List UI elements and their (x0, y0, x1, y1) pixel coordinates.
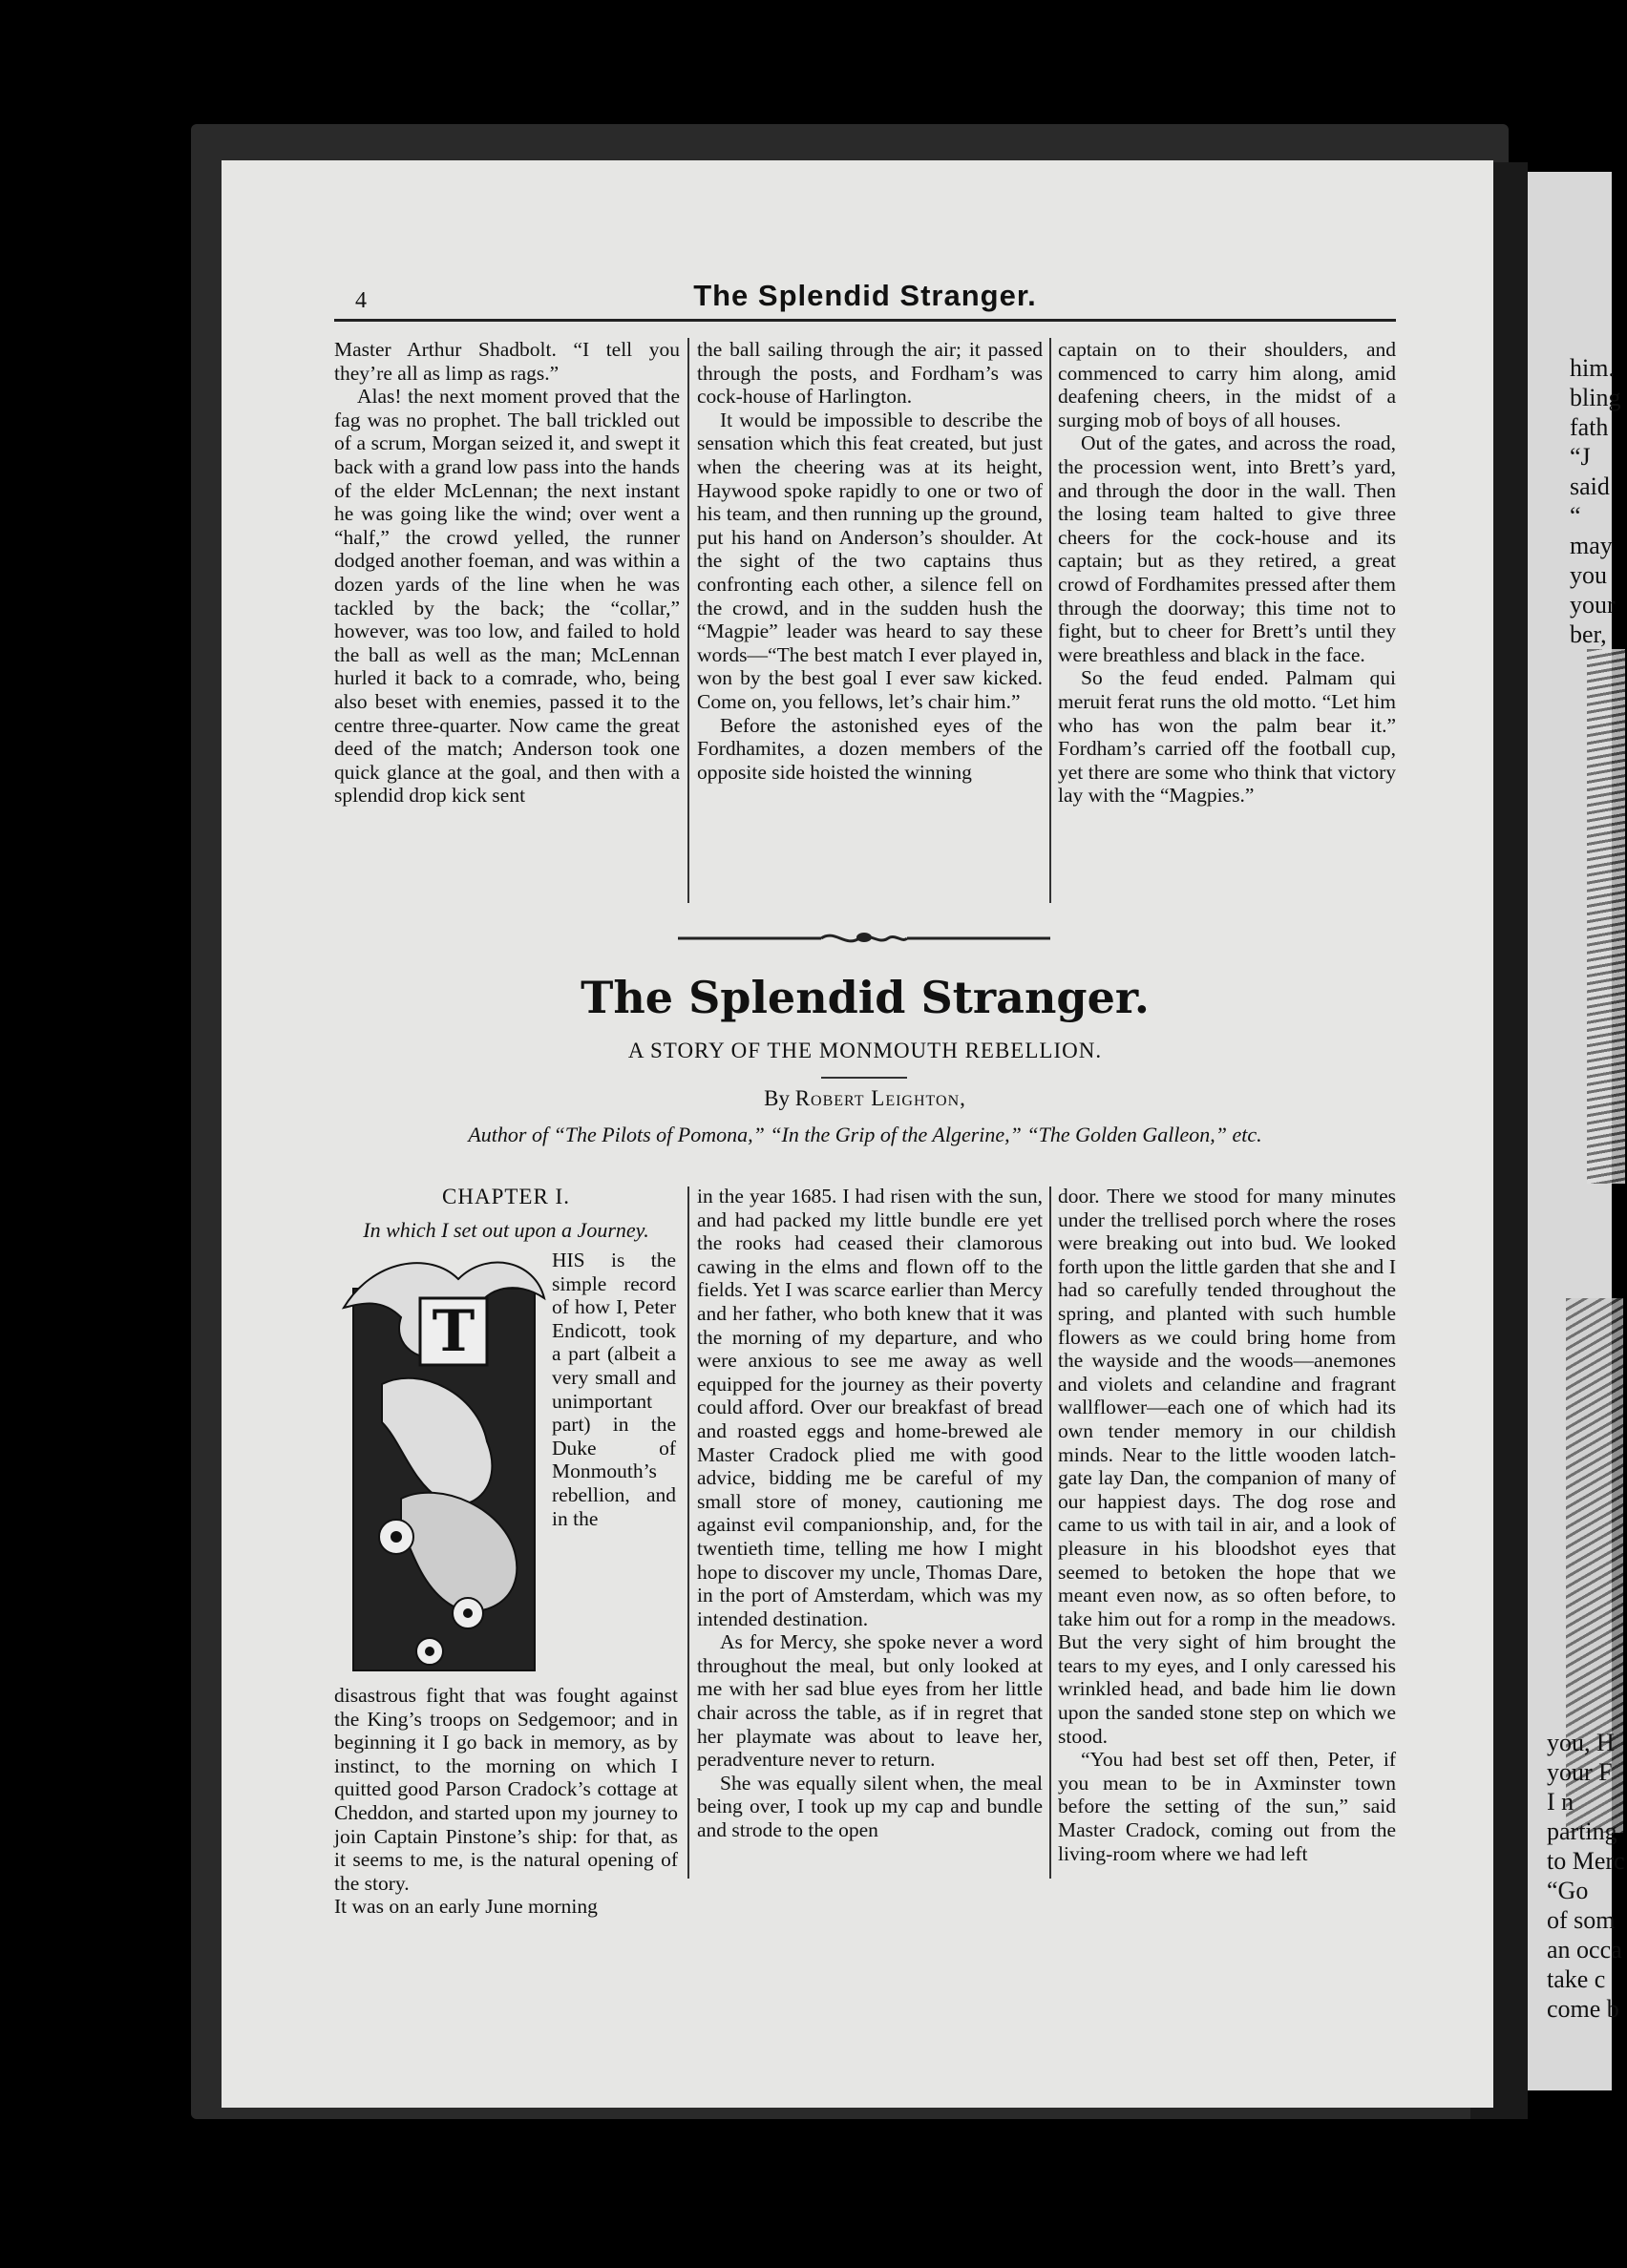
chapter-column-1 (334, 1684, 678, 1919)
chapter-column-3 (1058, 1185, 1396, 1865)
chapter-column-2 (697, 1185, 1043, 1842)
header-rule (334, 319, 1396, 322)
story-subtitle: A STORY OF THE MONMOUTH REBELLION. (627, 1039, 1103, 1062)
paragraph: It was on an early June morning (334, 1895, 598, 1919)
author-name: Robert Leighton, (794, 1086, 966, 1110)
page-number: 4 (355, 288, 367, 313)
paragraph: It would be impossible to describe the sensation which this feat created, but just when the cheering was at its height, Haywood spoke rapidly to one or two of his team, and then running up the ground, put his hand on Anderson’s shoulder. At the sight of the two captains thus confronting each other, a silence fell on the crowd, and in the sudden hush the “Magpie” leader was heard to say these words—“The best match I ever played in, won by the best goal I ever saw kicked. Come on, you fellows, let’s chair him.” (697, 408, 1043, 713)
paragraph: Out of the gates, and across the road, the procession went, into Brett’s yard, and through the door in the wall. Then the losing team halted to give three cheers for the cock-house and its captain; but as they retired, a great crowd of Fordhamites pressed after them through the doorway; this time not to fight, but to cheer for Brett’s until they were breathless and black in the face. (1058, 431, 1396, 666)
column-rule (1049, 1186, 1051, 1879)
paragraph: the ball sailing through the air; it passed through the posts, and Fordham’s was cock-house of Harlington. (697, 338, 1043, 409)
author-credits: Author of “The Pilots of Pomona,” “In the Grip of the Algerine,” “The Golden Galleon,” etc. (468, 1123, 1262, 1146)
byline-by: By (764, 1086, 790, 1110)
paragraph: in the year 1685. I had risen with the sun, and had packed my little bundle ere yet the rooks had ceased their clamorous cawing in the elms and flown off to the fields. Yet I was scarce earlier than Mercy and her father, who both knew that it was the morning of my departure, and who were anxious to see me away as well equipped for the journey as their poverty could afford. Over our breakfast of bread and roasted eggs and home-brewed ale Master Cradock plied me with good advice, bidding me be careful of my small store of money, cautioning me against evil companionship, and, for the twentieth time, telling me how I might hope to discover my uncle, Thomas Dare, in the port of Amsterdam, which was my intended destination. (697, 1185, 1043, 1630)
paragraph: As for Mercy, she spoke never a word throughout the meal, but only looked at me with her sad blue eyes from her little chair across the table, as if in regret that her playmate was about to leave her, peradventure never to return. (697, 1630, 1043, 1772)
top-column-2 (697, 338, 1043, 784)
decorated-initial-t (344, 1250, 544, 1680)
paragraph: She was equally silent when, the meal being over, I took up my cap and bundle and strode to the open (697, 1771, 1043, 1842)
facing-page-illustration (1587, 649, 1625, 1184)
column-rule (687, 338, 689, 903)
top-column-3 (1058, 338, 1396, 808)
svg-text:T: T (432, 1298, 475, 1365)
paragraph: Master Arthur Shadbolt. “I tell you they’re all as limp as rags.” (334, 338, 680, 385)
paragraph: captain on to their shoulders, and commenced to carry him along, amid deafening cheers, in the midst of a surging mob of boys of all houses. (1058, 338, 1396, 431)
column-rule (687, 1186, 689, 1879)
byline (334, 1086, 1396, 1111)
chapter-subheading: In which I set out upon a Journey. (363, 1218, 649, 1242)
magazine-page (222, 160, 1493, 2108)
paragraph-beside-initial: HIS is the simple record of how I, Peter Endicott, took a part (albeit a very small and unimportant part) in the Duke of Monmouth’s rebellion, and in the (552, 1249, 676, 1530)
chapter-heading: CHAPTER I. (442, 1185, 570, 1208)
paragraph: disastrous fight that was fought against the King’s troops on Sedgemoor; and in beginning it I go back in memory, as by instinct, to the morning on which I quitted good Parson Cradock’s cottage at Cheddon, and started upon my journey to join Captain Pinstone’s ship: for that, as it seems to me, is the natural opening of the story. (334, 1684, 678, 1895)
facing-page-top-text: him. bling fath “J said “ may you your ber, (1570, 354, 1621, 648)
column-rule (1049, 338, 1051, 903)
paragraph: So the feud ended. Palmam qui meruit ferat runs the old motto. “Let him who has won the palm bear it.” Fordham’s carried off the football cup, yet there are some who think that victory lay with the “Magpies.” (1058, 666, 1396, 808)
paragraph: “You had best set off then, Peter, if you mean to be in Axminster town before the setting of the sun,” said Master Cradock, coming out from the living-room where we had left (1058, 1748, 1396, 1865)
paragraph: Alas! the next moment proved that the fag was no prophet. The ball trickled out of a scrum, Morgan seized it, and swept it back with a grand low pass into the hands of the elder McLennan; the next instant he was going like the wind; over went a “half,” the crowd yelled, the runner dodged another foeman, and was within a dozen yards of the line when he was tackled by the back; the “collar,” however, was too low, and failed to hold the ball as well as the man; McLennan hurled it back to a comrade, who, being also beset with enemies, passed it to the centre three-quarter. Now came the great deed of the match; Anderson took one quick glance at the goal, and then with a splendid drop kick sent (334, 385, 680, 808)
top-column-1 (334, 338, 680, 808)
paragraph: door. There we stood for many minutes under the trellised porch where the roses were breaking out into bud. We looked forth upon the little garden that she and I had so carefully tended throughout the spring, and planted with such humble flowers as we could bring home from the wayside and the woods—anemones and violets and celandine and fragrant wallflower—each one of which had its own tender memory in our childish minds. Near to the little wooden latch-gate lay Dan, the companion of many of our happiest days. The dog rose and came to us with tail in air, and a look of pleasure in his bloodshot eyes that seemed to betoken the hope that we meant even now, as so often before, to take him out for a romp in the meadows. But the very sight of him brought the tears to my eyes, and I only caressed his wrinkled head, and bade him lie down upon the sanded stone step on which we stood. (1058, 1185, 1396, 1748)
ornament-divider (678, 924, 1050, 953)
facing-page-edge (1528, 172, 1625, 2090)
facing-page-bottom-text: you, H your F I n parting to Merc “Go of som an occa take c come b (1547, 1729, 1625, 2023)
paragraph: Before the astonished eyes of the Fordhamites, a dozen members of the opposite side hoisted the winning (697, 713, 1043, 784)
story-title: The Splendid Stranger. (581, 972, 1150, 1023)
title-rule (821, 1077, 907, 1079)
running-head: The Splendid Stranger. (693, 279, 1037, 312)
